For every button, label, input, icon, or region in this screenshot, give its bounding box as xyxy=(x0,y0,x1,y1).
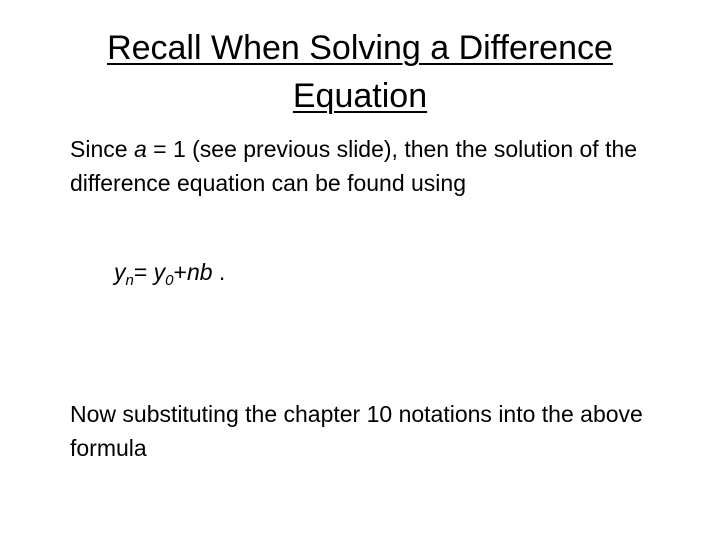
intro-paragraph xyxy=(70,132,690,200)
intro-text-start: Since xyxy=(70,136,134,162)
slide-title-line-2: Equation xyxy=(292,77,428,115)
formula-subscript-0 xyxy=(165,272,173,289)
formula-y0: y xyxy=(153,259,166,285)
formula-subscript-0-text: 0 xyxy=(165,272,174,289)
intro-text-rest: = 1 (see previous slide), then the solution of the difference equation can be found using xyxy=(70,136,638,196)
formula-nb: nb xyxy=(186,259,213,285)
slide-title-line-1: Recall When Solving a Difference xyxy=(107,29,613,67)
formula-subscript-n-text: n xyxy=(125,272,134,289)
formula-y: y xyxy=(114,259,126,285)
formula-equals: = xyxy=(133,259,154,285)
slide-title xyxy=(60,24,660,120)
variable-a: a xyxy=(133,136,147,162)
substitution-paragraph: Now substituting the chapter 10 notations into the above formula xyxy=(70,401,643,461)
formula-plus: + xyxy=(173,259,187,285)
solution-formula xyxy=(114,255,225,289)
formula-subscript-n xyxy=(126,272,134,289)
formula-period: . xyxy=(212,259,226,285)
